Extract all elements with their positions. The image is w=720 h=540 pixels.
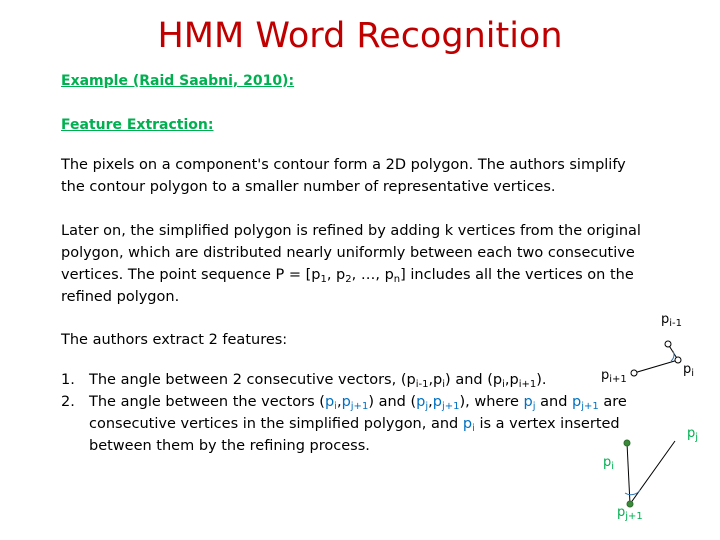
angle-arc-bottom xyxy=(625,490,640,495)
vertex-pi-minus-1 xyxy=(665,341,671,347)
example-citation-link[interactable]: Example (Raid Saabni, 2010): xyxy=(61,73,295,89)
label-pj-plus-1: $p_{j+1}$ xyxy=(617,505,643,522)
vertex-pi-green xyxy=(624,440,630,446)
paragraph-refinement-line-2: polygon, which are distributed nearly uniformly between each two consecutive xyxy=(61,245,635,261)
label-pi-minus-1: $p_{i-1}$ xyxy=(661,312,683,329)
angle-arc-top xyxy=(671,351,674,361)
label-pi-plus-1: $p_{i+1}$ xyxy=(601,368,627,385)
vertex-pi xyxy=(675,357,681,363)
vertex-pi-plus-1 xyxy=(631,370,637,376)
list-item-2: 2. The angle between the vectors $(p_i,p_{j+1})$ and $(p_j,p_{j+1})$, where $p_j$ and $p_{j+1}$ are consecutive vertices in the simplified polygon, and $p_i$ is a vertex inserted between them by the refining process. xyxy=(61,394,627,454)
label-pj: $p_j$ xyxy=(687,426,699,443)
list-item-1: 1. The angle between 2 consecutive vectors, $(p_{i-1},p_i)$ and $(p_i,p_{i+1})$. xyxy=(61,372,547,390)
feature-extraction-link[interactable]: Feature Extraction: xyxy=(61,117,214,133)
paragraph-refinement-line-3: vertices. The point sequence $P = [p_1$, $p_2$, …, $p_n$] includes all the vertices on the xyxy=(61,267,634,285)
paragraph-contour-line-2: the contour polygon to a smaller number of representative vertices. xyxy=(61,179,556,195)
features-intro: The authors extract 2 features: xyxy=(61,332,288,348)
paragraph-contour-line-1: The pixels on a component's contour form a 2D polygon. The authors simplify xyxy=(61,157,626,173)
paragraph-refinement-line-1: Later on, the simplified polygon is refined by adding k vertices from the original xyxy=(61,223,641,239)
label-pi: $p_i$ xyxy=(683,362,695,379)
label-pi-green: $p_i$ xyxy=(603,455,615,472)
edge-pj-plus-1-to-pj xyxy=(630,441,675,504)
edge-pi-to-pi-plus-1 xyxy=(634,360,678,373)
slide-title: HMM Word Recognition xyxy=(157,16,563,56)
paragraph-refinement-line-4: refined polygon. xyxy=(61,289,180,305)
